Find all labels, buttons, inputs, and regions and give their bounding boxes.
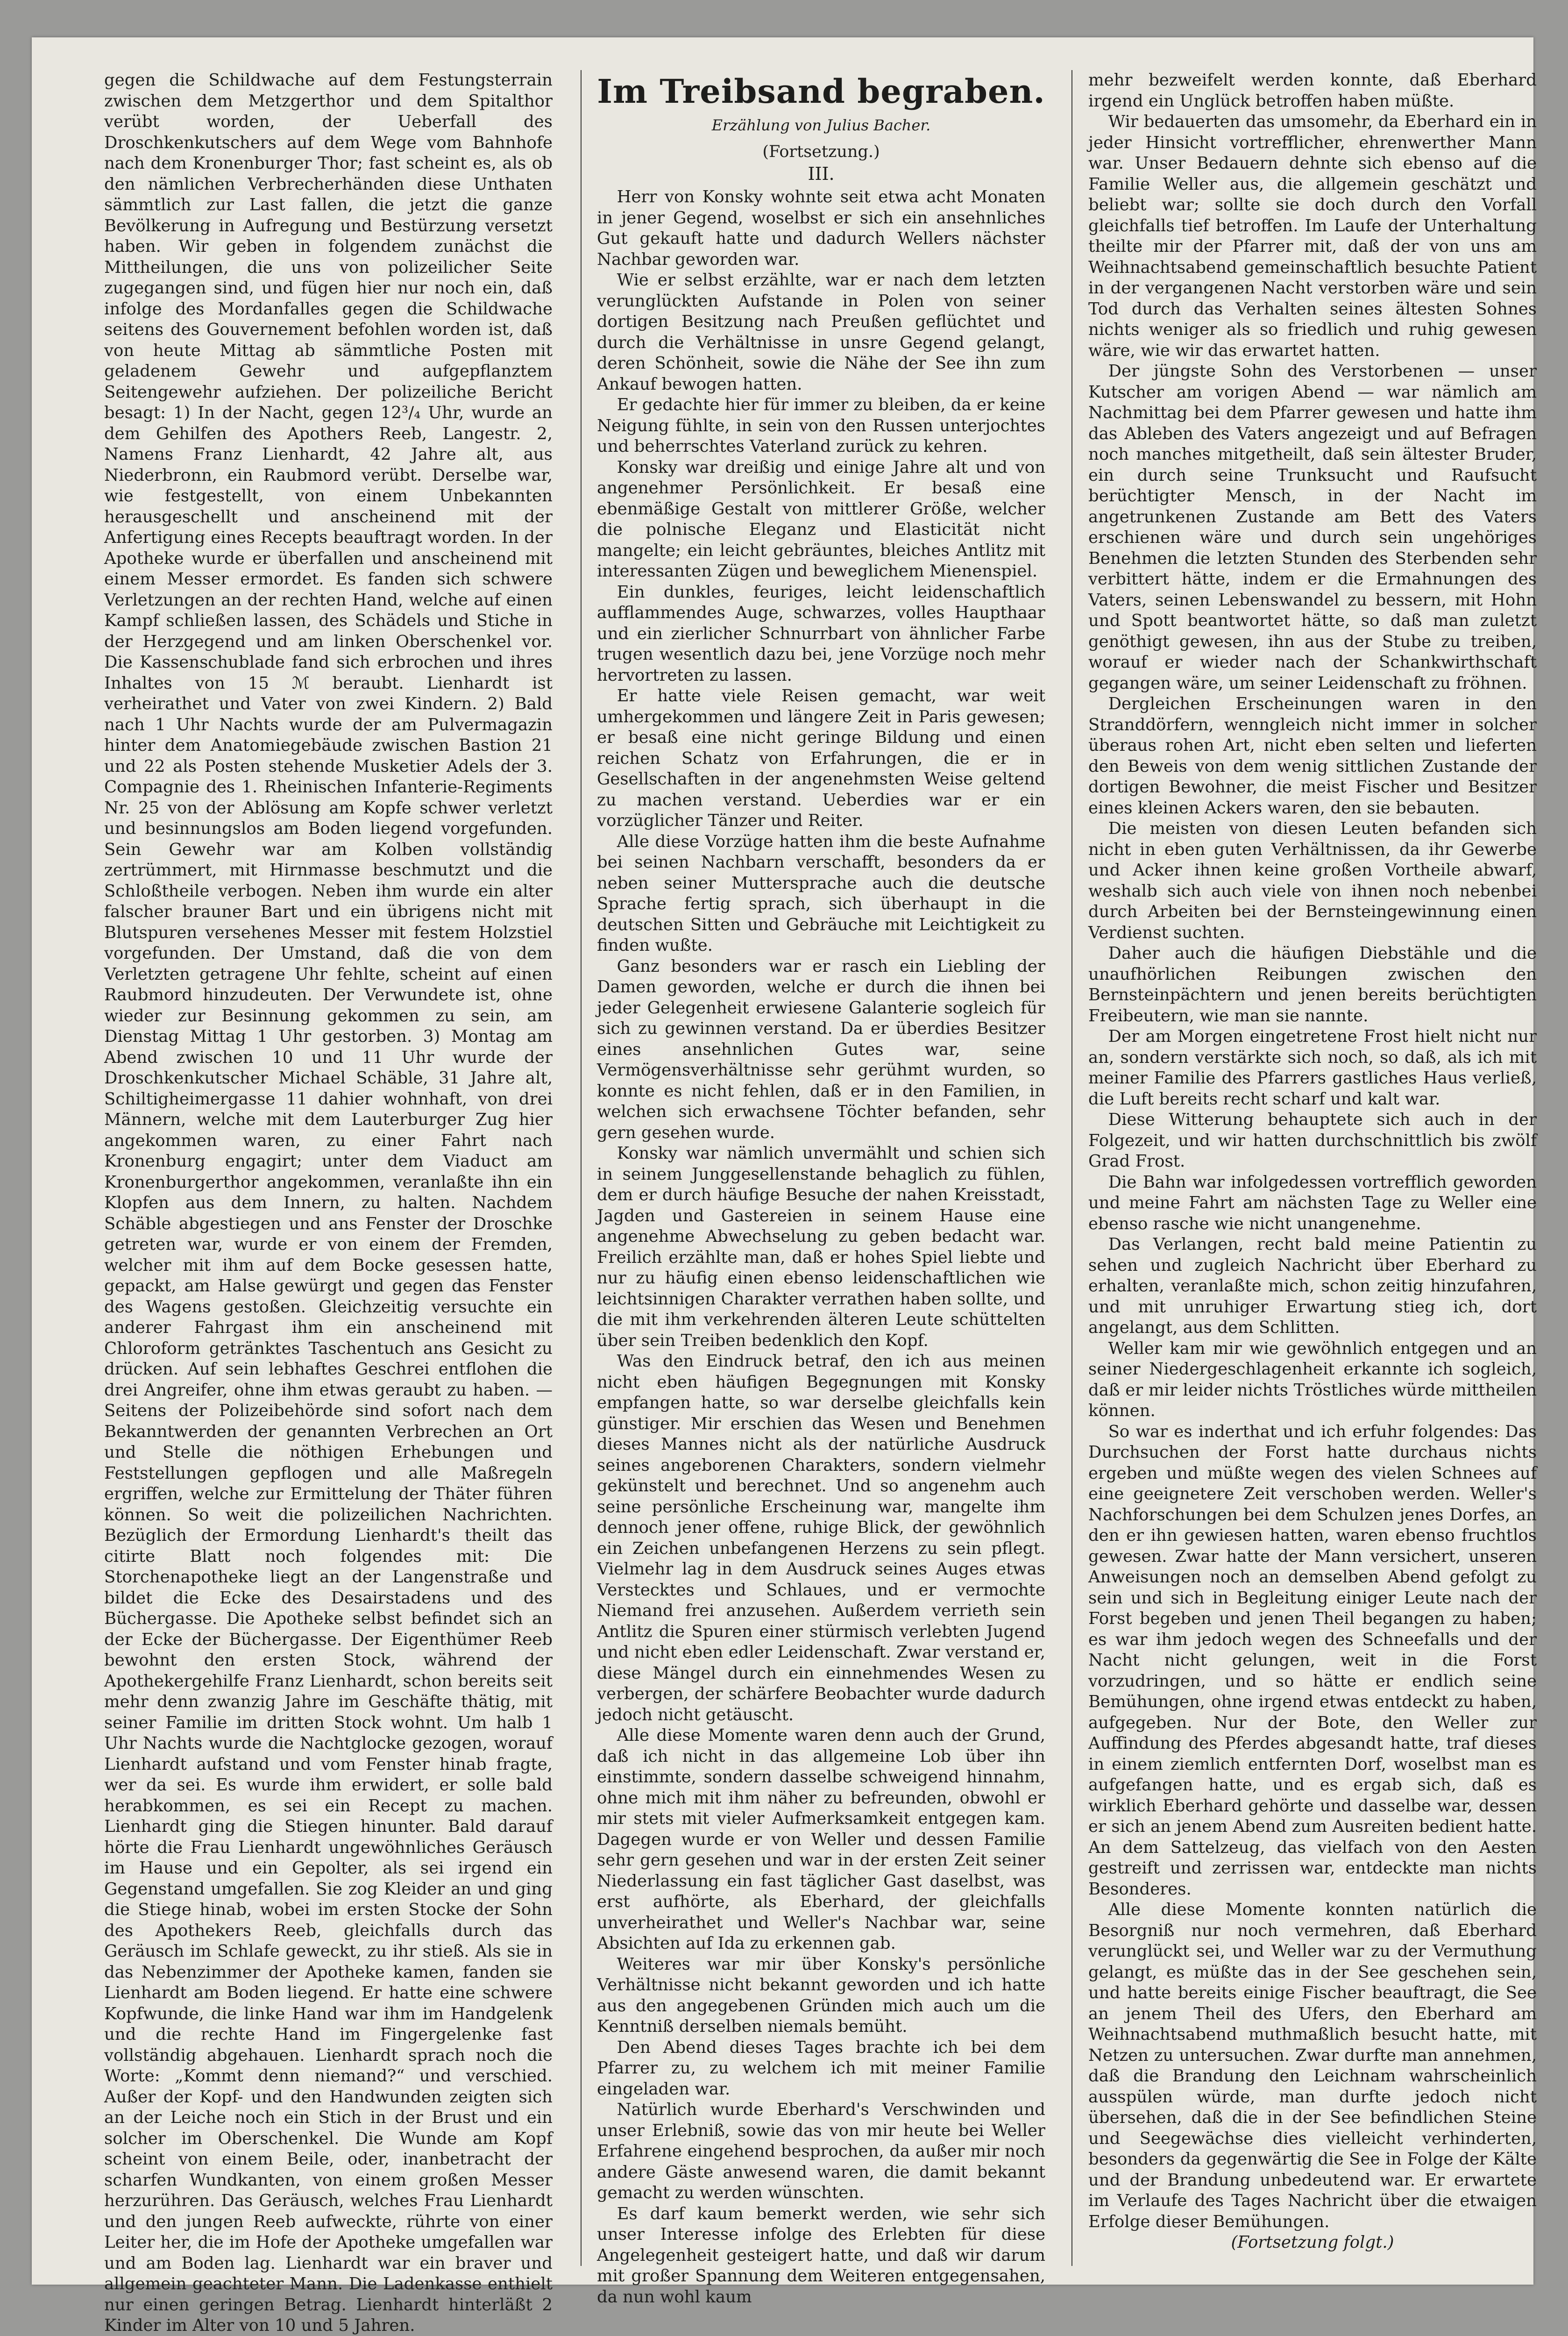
serial-paragraph: Wie er selbst erzählte, war er nach dem letzten verunglückten Aufstande in Polen von seiner dortigen Besitzung nach Preußen geflüchtet und durch die Verhältnisse in unsre Gegend gelangt, deren Schönheit, sowie die Nähe der See ihn zum Ankauf bewogen hatten.	[597, 271, 1045, 394]
column-middle-serial	[597, 70, 1046, 2307]
serial-paragraph: Diese Witterung behauptete sich auch in der Folgezeit, und wir hatten durchschnittlich bis zwölf Grad Frost.	[1088, 1110, 1537, 1171]
serial-paragraph: Er gedachte hier für immer zu bleiben, da er keine Neigung fühlte, in sein von den Russen unterjochtes und beherrschtes Vaterland zurück zu kehren.	[597, 395, 1046, 456]
serial-byline: Erzählung von Julius Bacher.	[711, 116, 931, 134]
serial-paragraph: Den Abend dieses Tages brachte ich bei dem Pfarrer zu, zu welchem ich mit meiner Familie eingeladen war.	[597, 2037, 1045, 2099]
chapter-number: III.	[808, 164, 835, 184]
continued-note: (Fortsetzung folgt.)	[1231, 2233, 1394, 2252]
serial-paragraph: Alle diese Momente waren denn auch der Grund, daß ich nicht in das allgemeine Lob über ihn einstimmte, sondern dasselbe schweigend hinnahm, ohne mich mit ihm näher zu befreunden, obwohl er mir stets mit vieler Aufmerksamkeit entgegen kam. Dagegen wurde er von Weller und dessen Familie sehr gern gesehen und war in der ersten Zeit seiner Niederlassung ein fast täglicher Gast daselbst, was erst aufhörte, als Eberhard, der gleichfalls unverheirathet und Weller's Nachbar war, seine Absichten auf Ida zu erkennen gab.	[597, 1726, 1045, 1953]
column-divider-1	[581, 70, 582, 2266]
serial-paragraph: Alle diese Momente konnten natürlich die Besorgniß nur noch vermehren, daß Eberhard verunglückt sei, und Weller war zu der Vermuthung gelangt, es müßte das in der See geschehen sein, und hatte bereits einige Fischer beauftragt, die See an jenem Theil des Ufers, den Eberhard am Weihnachtsabend muthmaßlich besucht hatte, mit Netzen zu untersuchen. Zwar durfte man annehmen, daß die Brandung den Leichnam wahrscheinlich ausspülen würde, man durfte jedoch nicht übersehen, daß die in der See befindlichen Steine und Seegewächse dies vielleicht verhinderten, besonders da gegenwärtig die See in Folge der Kälte und der Brandung unbedeutend war. Er erwartete im Verlaufe des Tages Nachricht über die etwaigen Erfolge dieser Bemühungen.	[1088, 1900, 1537, 2231]
serial-paragraph: Ein dunkles, feuriges, leicht leidenschaftlich aufflammendes Auge, schwarzes, volles Haupthaar und ein zierlicher Schnurrbart von ähnlicher Farbe trugen wesentlich dazu bei, jene Vorzüge noch mehr hervortreten zu lassen.	[597, 582, 1045, 685]
serial-paragraph: Der jüngste Sohn des Verstorbenen — unser Kutscher am vorigen Abend — war nämlich am Nachmittag bei dem Pfarrer gewesen und hatte ihm das Ableben des Vaters angezeigt und auf Befragen noch manches mitgetheilt, daß sein ältester Bruder, ein durch seine Trunksucht und Raufsucht berüchtigter Mensch, in der Nacht im angetrunkenen Zustande am Bett des Vaters erschienen wäre und durch sein ungehöriges Benehmen die letzten Stunden des Sterbenden sehr verbittert hätte, indem er die Ermahnungen des Vaters, seinen Lebenswandel zu bessern, mit Hohn und Spott beantwortet hätte, so daß man zuletzt genöthigt gewesen, ihn aus der Stube zu treiben, worauf er wieder nach der Schankwirthschaft gegangen wäre, um seiner Leidenschaft zu fröhnen.	[1088, 362, 1537, 693]
serial-paragraph: So war es inderthat und ich erfuhr folgendes: Das Durchsuchen der Forst hatte durchaus nichts ergeben und müßte wegen des vielen Schnees auf eine geeignetere Zeit verschoben werden. Weller's Nachforschungen bei dem Schulzen jenes Dorfes, an den er ihn gewiesen hatten, waren ebenso fruchtlos gewesen. Zwar hatte der Mann versichert, unseren Anweisungen noch an demselben Abend gefolgt zu sein und sich in Begleitung einiger Leute nach der Forst begeben und jenen Theil begangen zu haben; es war ihm jedoch wegen des Schneefalls und der Nacht nicht gelungen, weit in die Forst vorzudringen, und so hätte er endlich seine Bemühungen, ohne irgend etwas entdeckt zu haben, aufgegeben. Nur der Bote, den Weller zur Auffindung des Pferdes abgesandt hatte, traf dieses in einem ziemlich entfernten Dorf, woselbst man es aufgefangen hatte, und es ergab sich, daß es wirklich Eberhard gehörte und dasselbe war, dessen er sich an jenem Abend zum Ausreiten bedient hatte. An dem Sattelzeug, das vielfach von den Aesten gestreift und zerrissen war, entdeckte man nichts Besonderes.	[1088, 1422, 1537, 1899]
serial-paragraph: Wir bedauerten das umsomehr, da Eberhard ein in jeder Hinsicht vortrefflicher, ehrenwerther Mann war. Unser Bedauern dehnte sich ebenso auf die Familie Weller aus, die allgemein geschätzt und beliebt war; sollte sie doch durch den Vorfall gleichfalls tief betroffen. Im Laufe der Unterhaltung theilte mir der Pfarrer mit, daß der von uns am Weihnachtsabend gemeinschaftlich besuchte Patient in der vergangenen Nacht verstorben wäre und sein Tod durch das Verhalten seines ältesten Sohnes nichts weniger als so friedlich und ruhig gewesen wäre, wie wir das erwartet hatten.	[1088, 112, 1537, 360]
serial-paragraph: Ganz besonders war er rasch ein Liebling der Damen geworden, welche er durch die ihnen bei jeder Gelegenheit erwiesene Galanterie sogleich für sich zu gewinnen verstand. Da er überdies Besitzer eines ansehnlichen Gutes war, seine Vermögensverhältnisse sehr gerühmt wurden, so konnte es nicht fehlen, daß er in den Familien, in welchen sich erwachsene Töchter befanden, sehr gern gesehen wurde.	[597, 956, 1045, 1142]
serial-paragraph: Konsky war nämlich unvermählt und schien sich in seinem Junggesellenstande behaglich zu fühlen, dem er durch häufige Besuche der nahen Kreisstadt, Jagden und Gastereien in seinem Hause eine angenehme Abwechselung zu geben bedacht war. Freilich erzählte man, daß er hohes Spiel liebte und nur zu häufig einen ebenso leidenschaftlichen wie leichtsinnigen Charakter verrathen haben sollte, und die mit ihm verkehrenden älteren Leute schüttelten über sein Treiben bedenklich den Kopf.	[597, 1144, 1045, 1350]
column-left-news-report	[104, 70, 553, 2335]
serial-paragraph: Daher auch die häufigen Diebstähle und die unaufhörlichen Reibungen zwischen den Bernsteinpächtern und jenen bereits berüchtigten Freibeutern, wie man sie nannte.	[1088, 944, 1537, 1026]
serial-paragraph: Es darf kaum bemerkt werden, wie sehr sich unser Interesse infolge des Erlebten für diese Angelegenheit gesteigert hatte, und daß wir darum mit großer Spannung dem Weiteren entgegensahen, da nun wohl kaum	[597, 2204, 1045, 2307]
serial-title: Im Treibsand begraben.	[597, 72, 1045, 111]
serial-paragraph: Herr von Konsky wohnte seit etwa acht Monaten in jener Gegend, woselbst er sich ein ansehnliches Gut gekauft hatte und dadurch Wellers nächster Nachbar geworden war.	[597, 187, 1045, 269]
serial-paragraph: Die meisten von diesen Leuten befanden sich nicht in eben guten Verhältnissen, da ihr Gewerbe und Acker ihnen keine großen Vortheile abwarf, weshalb sich auch viele von ihnen noch nebenbei durch Arbeiten bei der Bernsteingewinnung einen Verdienst suchten.	[1088, 819, 1537, 942]
serial-paragraph: Das Verlangen, recht bald meine Patientin zu sehen und zugleich Nachricht über Eberhard zu erhalten, veranlaßte mich, schon zeitig hinzufahren, und mit unruhiger Erwartung stieg ich, dort angelangt, aus dem Schlitten.	[1088, 1235, 1537, 1337]
serial-paragraph: mehr bezweifelt werden konnte, daß Eberhard irgend ein Unglück betroffen haben müßte.	[1088, 71, 1537, 111]
serial-paragraph: Die Bahn war infolgedessen vortrefflich geworden und meine Fahrt am nächsten Tage zu Weller eine ebenso rasche wie nicht unangenehme.	[1088, 1172, 1537, 1233]
serial-paragraph: Alle diese Vorzüge hatten ihm die beste Aufnahme bei seinen Nachbarn verschafft, besonders da er neben seiner Muttersprache auch die deutsche Sprache fertig sprach, sich überhaupt in die deutschen Sitten und Gebräuche mit Leichtigkeit zu finden wußte.	[597, 832, 1045, 955]
news-report-paragraph: gegen die Schildwache auf dem Festungsterrain zwischen dem Metzgerthor und dem Spitalthor verübt worden, der Ueberfall des Droschkenkutschers auf dem Wege vom Bahnhofe nach dem Kronenburger Thor; fast scheint es, als ob den nämlichen Verbrecherhänden diese Unthaten sämmtlich zur Last fallen, die jetzt die ganze Bevölkerung in Aufregung und Bestürzung versetzt haben. Wir geben in folgendem zunächst die Mittheilungen, die uns von polizeilicher Seite zugegangen sind, und fügen hier nur noch ein, daß infolge des Mordanfalles gegen die Schildwache seitens des Gouvernement befohlen worden ist, daß von heute Mittag ab sämmtliche Posten mit geladenem Gewehr und aufgepflanztem Seitengewehr aufziehen. Der polizeiliche Bericht besagt: 1) In der Nacht, gegen 12³/₄ Uhr, wurde an dem Gehilfen des Apothers Reeb, Langestr. 2, Namens Franz Lienhardt, 42 Jahre alt, aus Niederbronn, ein Raubmord verübt. Derselbe war, wie festgestellt, von einem Unbekannten herausgeschellt und anscheinend mit der Anfertigung eines Recepts beauftragt worden. In der Apotheke wurde er überfallen und anscheinend mit einem Messer ermordet. Es fanden sich schwere Verletzungen an der rechten Hand, welche auf einen Kampf schließen lassen, des Schädels und Stiche in der Herzgegend und am linken Oberschenkel vor. Die Kassenschublade fand sich erbrochen und ihres Inhaltes von 15 ℳ beraubt. Lienhardt ist verheirathet und Vater von zwei Kindern. 2) Bald nach 1 Uhr Nachts wurde der am Pulvermagazin hinter dem Anatomiegebäude zwischen Bastion 21 und 22 als Posten stehende Musketier Adels der 3. Compagnie des 1. Rheinischen Infanterie-Regiments Nr. 25 von der Ablösung am Kopfe schwer verletzt und besinnungslos am Boden liegend vorgefunden. Sein Gewehr war am Kolben vollständig zertrümmert, mit Hirnmasse beschmutzt und die Schloßtheile verbogen. Neben ihm wurde ein alter falscher brauner Bart und ein übrigens nicht mit Blutspuren versehenes Messer mit festem Holzstiel vorgefunden. Der Umstand, daß die von dem Verletzten getragene Uhr fehlte, scheint auf einen Raubmord hinzudeuten. Der Verwundete ist, ohne wieder zur Besinnung gekommen zu sein, am Dienstag Mittag 1 Uhr gestorben. 3) Montag am Abend zwischen 10 und 11 Uhr wurde der Droschkenkutscher Michael Schäble, 31 Jahre alt, Schiltigheimergasse 11 dahier wohnhaft, von drei Männern, welche mit dem Lauterburger Zug hier angekommen waren, zu einer Fahrt nach Kronenburg engagirt; unter dem Viaduct am Kronenburgerthor angekommen, veranlaßte ihn ein Klopfen aus dem Innern, zu halten. Nachdem Schäble abgestiegen und ans Fenster der Droschke getreten war, wurde er von einem der Fremden, welcher mit ihm auf dem Bocke gesessen hatte, gepackt, am Halse gewürgt und gegen das Fenster des Wagens gestoßen. Gleichzeitig versuchte ein anderer Fahrgast ihm ein anscheinend mit Chloroform getränktes Taschentuch ans Gesicht zu drücken. Auf sein lebhaftes Geschrei entflohen die drei Angreifer, ohne ihm etwas geraubt zu haben. — Seitens der Polizeibehörde sind sofort nach dem Bekanntwerden der genannten Verbrechen an Ort und Stelle die nöthigen Erhebungen und Feststellungen gepflogen und alle Maßregeln ergriffen, welche zur Ermittelung der Thäter führen können. So weit die polizeilichen Nachrichten. Bezüglich der Ermordung Lienhardt's theilt das citirte Blatt noch folgendes mit: Die Storchenapotheke liegt an der Langenstraße und bildet die Ecke des Desairstadens und des Büchergasse. Die Apotheke selbst befindet sich an der Ecke der Büchergasse. Der Eigenthümer Reeb bewohnt den ersten Stock, während der Apothekergehilfe Franz Lienhardt, schon bereits seit mehr denn zwanzig Jahre im Geschäfte thätig, mit seiner Familie im dritten Stock wohnt. Um halb 1 Uhr Nachts wurde die Nachtglocke gezogen, worauf Lienhardt aufstand und vom Fenster hinab fragte, wer da sei. Es wurde ihm erwidert, er solle bald herabkommen, es sei ein Recept zu machen. Lienhardt ging die Stiegen hinunter. Bald darauf hörte die Frau Lienhardt ungewöhnliches Geräusch im Hause und ein Gepolter, als sei irgend ein Gegenstand umgefallen. Sie zog Kleider an und ging die Stiege hinab, wobei im ersten Stocke der Sohn des Apothekers Reeb, gleichfalls durch das Geräusch im Schlafe geweckt, zu ihr stieß. Als sie in das Nebenzimmer der Apotheke kamen, fanden sie Lienhardt am Boden liegend. Er hatte eine schwere Kopfwunde, die linke Hand war ihm im Handgelenk und die rechte Hand im Fingergelenke fast vollständig abgehauen. Lienhardt sprach noch die Worte: „Kommt denn niemand?“ und verschied. Außer der Kopf- und den Handwunden zeigten sich an der Leiche noch ein Stich in der Brust und ein solcher im Oberschenkel. Die Wunde am Kopf scheint von einem Beile, oder, inanbetracht der scharfen Wundkanten, von einem großen Messer herzurühren. Das Geräusch, welches Frau Lienhardt und den jungen Reeb aufweckte, rührte von einer Leiter her, die im Hofe der Apotheke umgefallen war und am Boden lag. Lienhardt war ein braver und allgemein geachteter Mann. Die Ladenkasse enthielt nur einen geringen Betrag. Lienhardt hinterläßt 2 Kinder im Alter von 10 und 5 Jahren.	[104, 71, 553, 2335]
serial-paragraph: Weller kam mir wie gewöhnlich entgegen und an seiner Niedergeschlagenheit erkannte ich sogleich, daß er mir leider nichts Tröstliches würde mittheilen können.	[1088, 1339, 1537, 1420]
serial-continuation-note: (Fortsetzung.)	[762, 142, 880, 161]
serial-paragraph: Weiteres war mir über Konsky's persönliche Verhältnisse nicht bekannt geworden und ich hatte aus den angegebenen Gründen mich auch um die Kenntniß derselben niemals bemüht.	[597, 1954, 1045, 2036]
serial-paragraph: Der am Morgen eingetretene Frost hielt nicht nur an, sondern verstärkte sich noch, so daß, als ich mit meiner Familie des Pfarrers gastliches Haus verließ, die Luft bereits recht scharf und kalt war.	[1088, 1027, 1537, 1109]
newspaper-page	[32, 37, 1537, 2335]
column-right-serial	[1088, 70, 1537, 2275]
serial-paragraph: Was den Eindruck betraf, den ich aus meinen nicht eben häufigen Begegnungen mit Konsky empfangen hatte, so war derselbe gleichfalls kein günstiger. Mir erschien das Wesen und Benehmen dieses Mannes nicht als der natürliche Ausdruck seines angeborenen Charakters, sondern vielmehr gekünstelt und berechnet. Und so angenehm auch seine persönliche Erscheinung war, mangelte ihm dennoch jener offene, ruhige Blick, der gewöhnlich ein Zeichen unbefangenen Herzens zu sein pflegt. Vielmehr lag in dem Ausdruck seines Auges etwas Verstecktes und Schlaues, und er vermochte Niemand frei anzusehen. Außerdem verrieth sein Antlitz die Spuren einer stürmisch verlebten Jugend und nicht eben edler Leidenschaft. Zwar verstand er, diese Mängel durch ein einnehmendes Wesen zu verbergen, der schärfere Beobachter wurde dadurch jedoch nicht getäuscht.	[597, 1352, 1045, 1724]
serial-paragraph: Konsky war dreißig und einige Jahre alt und von angenehmer Persönlichkeit. Er besaß eine ebenmäßige Gestalt von mittlerer Größe, welcher die polnische Eleganz und Elasticität nicht mangelte; ein leicht gebräuntes, bleiches Antlitz mit interessanten Zügen und beweglichem Mienenspiel.	[597, 457, 1045, 581]
column-divider-2	[1071, 70, 1072, 2266]
serial-paragraph: Natürlich wurde Eberhard's Verschwinden und unser Erlebniß, sowie das von mir heute bei Weller Erfahrene eingehend besprochen, da außer mir noch andere Gäste anwesend waren, die damit bekannt gemacht zu werden wünschten.	[597, 2100, 1045, 2202]
serial-paragraph: Dergleichen Erscheinungen waren in den Stranddörfern, wenngleich nicht immer in solcher überaus rohen Art, nicht eben selten und lieferten den Beweis von dem wenig sittlichen Zustande der dortigen Bewohner, die meist Fischer und Besitzer eines kleinen Ackers waren, den sie bebauten.	[1088, 694, 1537, 818]
serial-paragraph: Er hatte viele Reisen gemacht, war weit umhergekommen und längere Zeit in Paris gewesen; er besaß eine nicht geringe Bildung und einen reichen Schatz von Erfahrungen, die er in Gesellschaften in der angenehmsten Weise geltend zu machen verstand. Ueberdies war er ein vorzüglicher Tänzer und Reiter.	[597, 686, 1045, 830]
